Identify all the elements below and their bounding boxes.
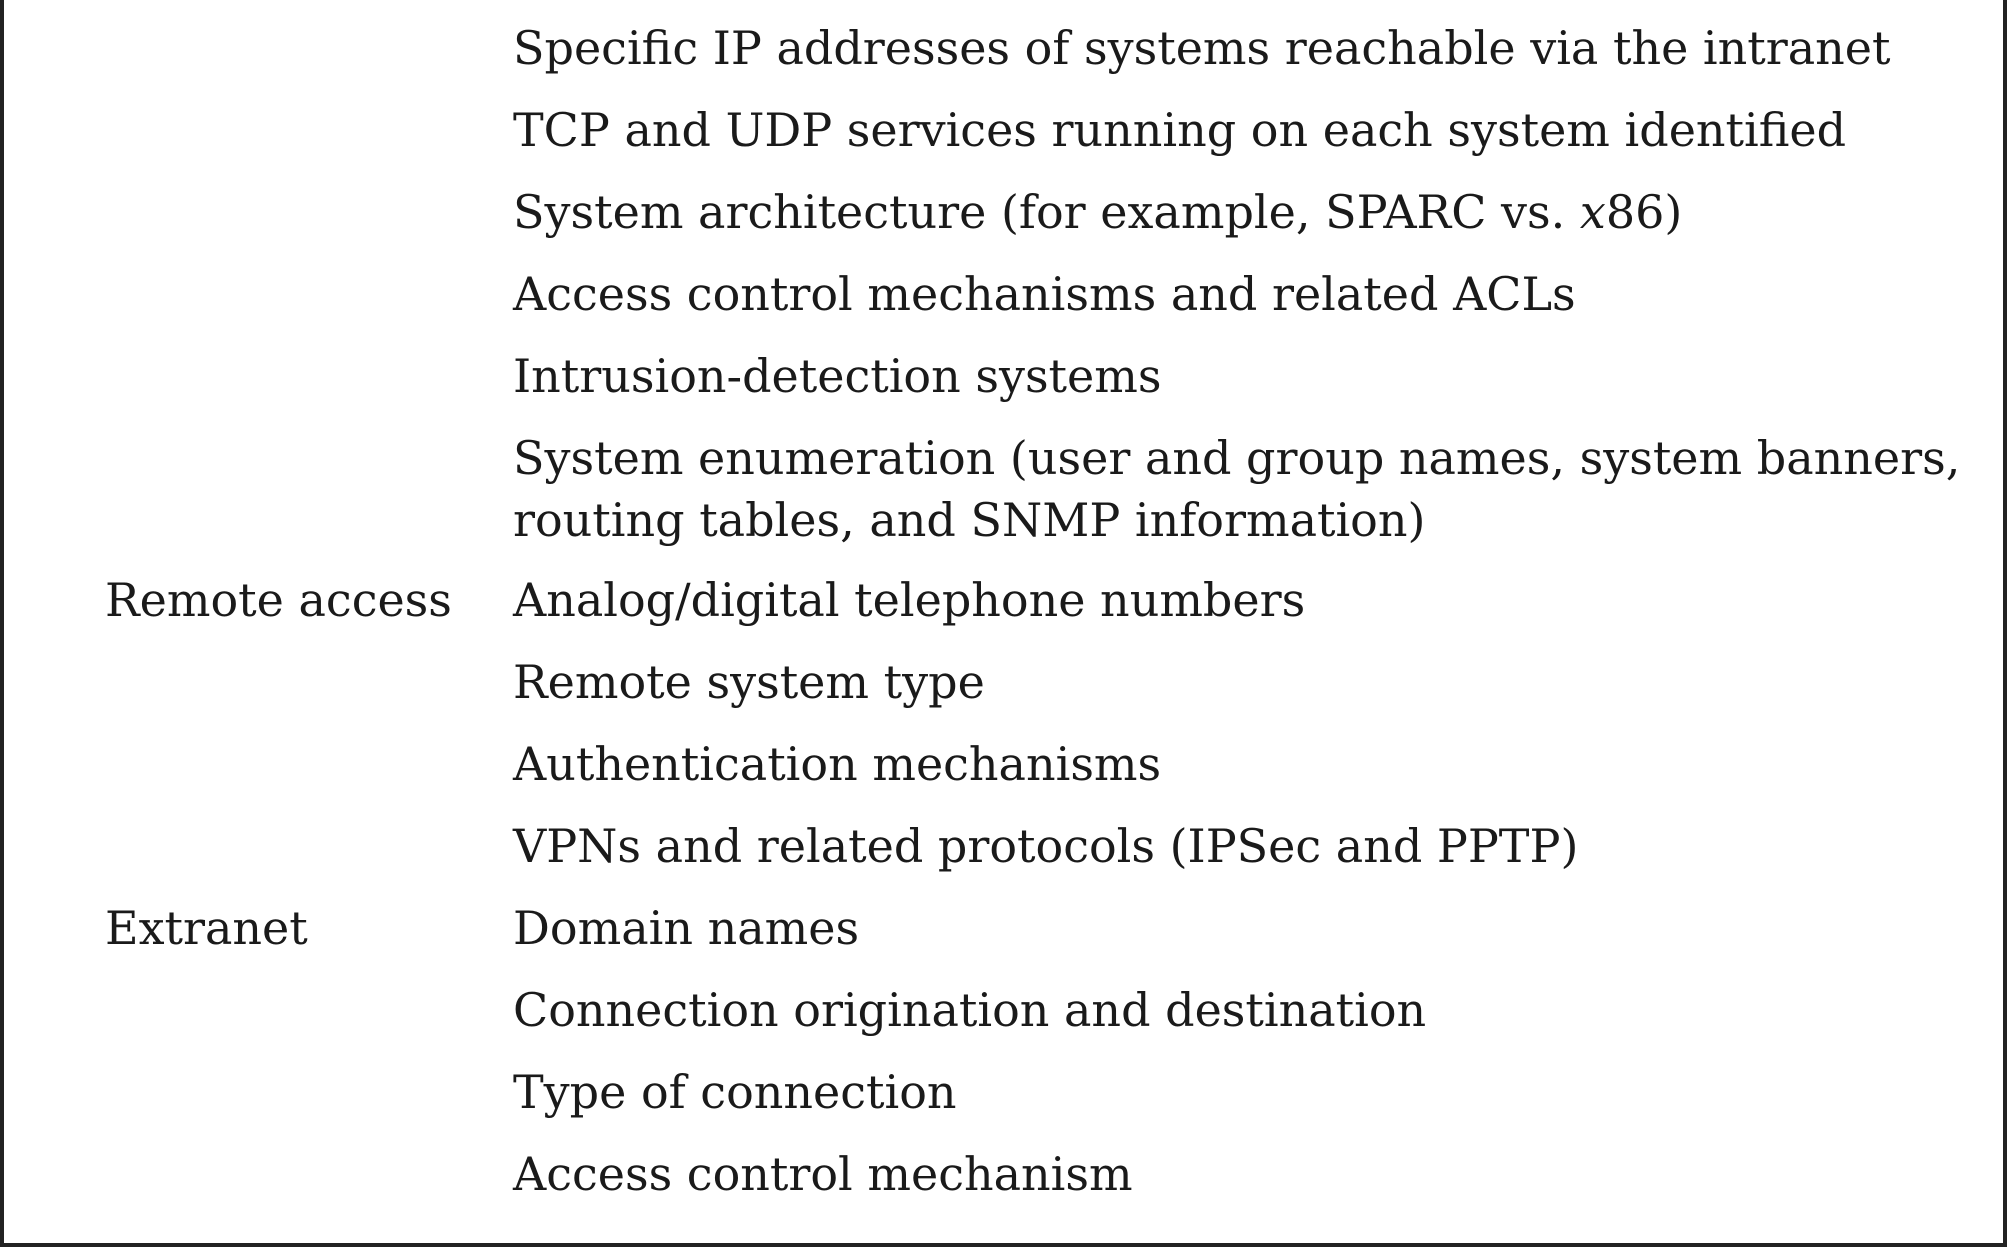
table-row xyxy=(0,979,2007,1061)
table-row xyxy=(0,181,2007,263)
item-text-part: 86) xyxy=(1605,185,1683,239)
item-text: Authentication mechanisms xyxy=(513,737,1162,791)
item-text: Access control mechanism xyxy=(513,1147,1133,1201)
table-row xyxy=(0,1143,2007,1225)
item-text: Domain names xyxy=(513,901,860,955)
item-text-part: System architecture (for example, SPARC vs. xyxy=(513,185,1580,239)
table-row xyxy=(0,569,2007,651)
table-row xyxy=(0,733,2007,815)
table-row xyxy=(0,17,2007,99)
table-row-continuation xyxy=(0,489,2007,571)
table-row xyxy=(0,897,2007,979)
item-text: Access control mechanisms and related ACLs xyxy=(513,267,1576,321)
item-text: Specific IP addresses of systems reachable via the intranet xyxy=(513,21,1891,75)
table-row xyxy=(0,263,2007,345)
item-text: Type of connection xyxy=(513,1065,957,1119)
item-text-line-1: System enumeration (user and group names, system banners, xyxy=(513,431,1961,485)
table-row xyxy=(0,345,2007,427)
item-text-line-2: routing tables, and SNMP information) xyxy=(513,493,1426,547)
category-label: Remote access xyxy=(105,573,452,627)
item-text: VPNs and related protocols (IPSec and PPTP) xyxy=(513,819,1579,873)
table-row xyxy=(0,1061,2007,1143)
item-text: Analog/digital telephone numbers xyxy=(513,573,1306,627)
item-text xyxy=(513,181,1682,243)
category-label: Extranet xyxy=(105,901,308,955)
item-text: Remote system type xyxy=(513,655,985,709)
table-row xyxy=(0,651,2007,733)
item-text-italic-part: x xyxy=(1579,185,1606,239)
item-text: Connection origination and destination xyxy=(513,983,1427,1037)
item-text: Intrusion-detection systems xyxy=(513,349,1162,403)
item-text: TCP and UDP services running on each system identified xyxy=(513,103,1847,157)
table-row xyxy=(0,99,2007,181)
table-row xyxy=(0,815,2007,897)
